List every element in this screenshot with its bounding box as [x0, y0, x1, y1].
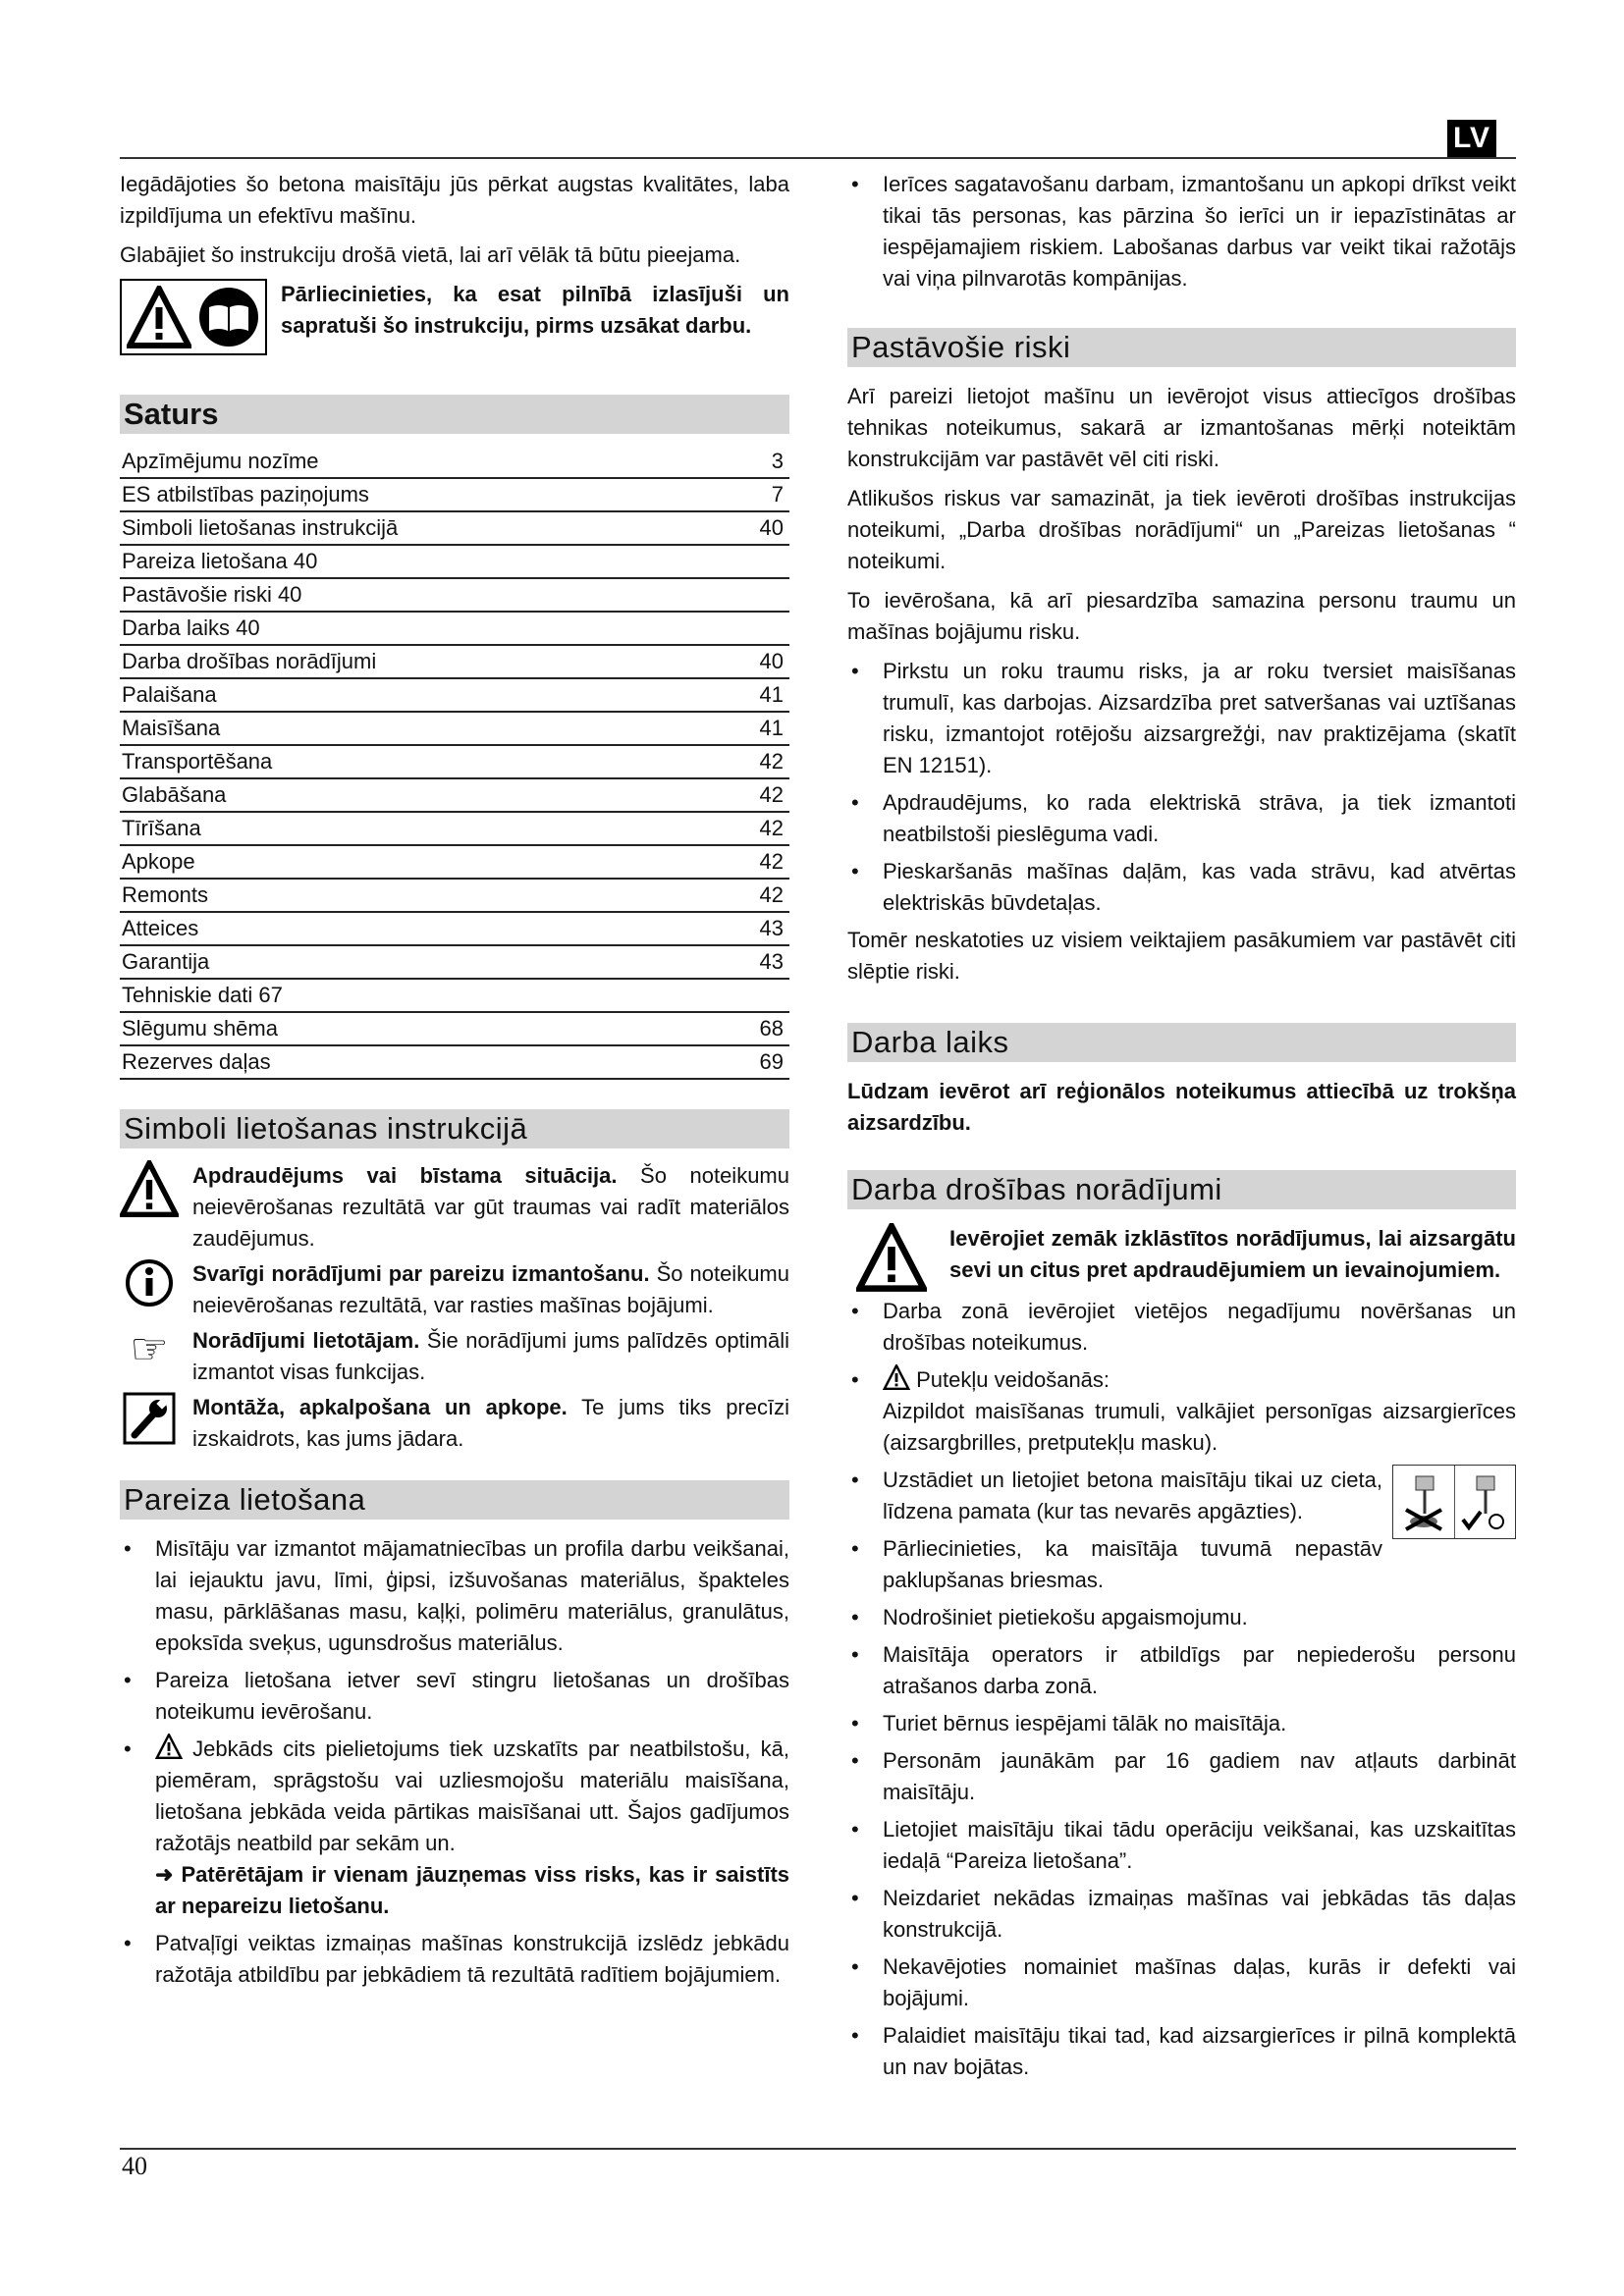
wrench-icon: [123, 1392, 176, 1445]
list-item: • Personām jaunākām par 16 gadiem nav atļauts darbināt maisītāju.: [847, 1745, 1516, 1808]
symbol-danger-title: Apdraudējums vai bīstama situācija.: [192, 1163, 618, 1188]
toc-page: 69: [723, 1045, 789, 1079]
toc-page: 40: [723, 511, 789, 545]
safety-warning-text: Ievērojiet zemāk izklāstītos norādījumus, lai aizsargātu sevi un citus pret apdraudējumiem un ievainojumiem.: [949, 1226, 1516, 1282]
risk-statement: Patērētājam ir vienam jāuzņemas viss risks, kas ir saistīts ar nepareizu lietošanu.: [155, 1862, 790, 1918]
toc-label: Tīrīšana: [120, 812, 723, 845]
dust-title: Putekļu veidošanās:: [916, 1367, 1110, 1392]
symbol-user-title: Norādījumi lietotājam.: [192, 1328, 420, 1353]
toc-row: [120, 1045, 789, 1079]
toc-row: [120, 446, 789, 478]
symbol-maint-title: Montāža, apkalpošana un apkope.: [192, 1395, 568, 1419]
list-item: • Palaidiet maisītāju tikai tad, kad aizsargierīces ir pilnā komplektā un nav bojātas.: [847, 2020, 1516, 2083]
toc-label: Palaišana: [120, 678, 723, 712]
left-column: [120, 169, 789, 1997]
arrow-icon: ➜: [155, 1862, 182, 1887]
toc-page: 40: [723, 645, 789, 678]
toc-page: 3: [723, 446, 789, 478]
toc-row: [120, 612, 789, 645]
safety-heading: Darba drošības norādījumi: [847, 1170, 1516, 1209]
residual-paragraph-3: To ievērošana, kā arī piesardzība samazina personu traumu un mašīnas bojājumu risku.: [847, 588, 1516, 644]
safety-list: [847, 1296, 1516, 2083]
list-item: • Maisītāja operators ir atbildīgs par nepiederošu personu atrašanos darba zonā.: [847, 1639, 1516, 1702]
footer-rule: [120, 2148, 1516, 2150]
warning-read-manual-icons: [120, 279, 267, 355]
toc-row: [120, 1012, 789, 1045]
toc-label: Glabāšana: [120, 778, 723, 812]
toc-label: Simboli lietošanas instrukcijā: [120, 511, 723, 545]
toc-label: Transportēšana: [120, 745, 723, 778]
list-item: [847, 1364, 1516, 1459]
read-manual-icon: [197, 286, 260, 348]
symbol-info-text: Šo noteikumu neievērošanas rezultātā, var rasties mašīnas bojājumi.: [192, 1261, 789, 1317]
intro-paragraph-2: Glabājiet šo instrukciju drošā vietā, lai arī vēlāk tā būtu pieejama.: [120, 242, 741, 267]
warning-triangle-icon: [883, 1364, 910, 1390]
list-item: • Pieskaršanās mašīnas daļām, kas vada strāvu, kad atvērtas elektriskās būvdetaļas.: [847, 856, 1516, 919]
work-time-text: Lūdzam ievērot arī reģionālos noteikumus attiecībā uz trokšņa aizsardzību.: [847, 1079, 1516, 1135]
safety-warning: [847, 1223, 1516, 1292]
toc-label: Tehniskie dati 67: [120, 979, 723, 1012]
list-item: • Apdraudējums, ko rada elektriskā strāva, ja tiek izmantoti neatbilstoši pieslēguma vadi.: [847, 787, 1516, 850]
toc-label: Pareiza lietošana 40: [120, 545, 723, 578]
list-item: • Nodrošiniet pietiekošu apgaismojumu.: [847, 1602, 1516, 1633]
toc-row: [120, 845, 789, 879]
header-rule: [120, 157, 1516, 159]
warning-triangle-icon: [127, 286, 191, 348]
toc-row: [120, 879, 789, 912]
right-column: [847, 169, 1516, 2089]
toc-label: Darba drošības norādījumi: [120, 645, 723, 678]
intro-paragraph-1: Iegādājoties šo betona maisītāju jūs pērkat augstas kvalitātes, laba izpildījuma un efektīvu mašīnu.: [120, 172, 789, 228]
toc-page: 43: [723, 912, 789, 945]
symbol-info-title: Svarīgi norādījumi par pareizu izmantošanu.: [192, 1261, 650, 1286]
list-item: • Misītāju var izmantot mājamatniecības un profila darbu veikšanai, lai iejauktu javu, līmi, ģipsi, izšuvošanas materiālus, špakteles masu, pārklāšanas masu, kaļķi, polimēru materiālus, granulātus, epoksīda sveķus, ugunsdrošus materiālus.: [120, 1533, 789, 1659]
read-manual-warning: [120, 279, 789, 355]
mixer-placement-illustration: [1392, 1465, 1516, 1539]
toc-row: [120, 511, 789, 545]
warning-triangle-icon: [120, 1160, 179, 1217]
list-item: • Neizdariet nekādas izmaiņas mašīnas vai jebkādas tās daļas konstrukcijā.: [847, 1883, 1516, 1946]
toc-page: 42: [723, 778, 789, 812]
symbol-maintenance: [120, 1392, 789, 1455]
toc-label: Remonts: [120, 879, 723, 912]
toc-row: [120, 812, 789, 845]
preparation-list: [847, 169, 1516, 294]
symbol-info: [120, 1258, 789, 1321]
toc-row: [120, 712, 789, 745]
work-time-heading: Darba laiks: [847, 1023, 1516, 1062]
mixer-stable-icon: [1455, 1466, 1516, 1538]
page-number: 40: [122, 2152, 147, 2180]
toc-row: [120, 545, 789, 578]
toc-row: [120, 478, 789, 511]
residual-risks-list: [847, 656, 1516, 919]
list-item: • Ierīces sagatavošanu darbam, izmantošanu un apkopi drīkst veikt tikai tās personas, kas pārzina šo ierīci un ir iepazīstinātas ar iespējamajiem riskiem. Labošanas darbus var veikt tikai ražotājs vai viņa pilnvarotās kompānijas.: [847, 169, 1516, 294]
toc-page: 41: [723, 712, 789, 745]
toc-label: Slēgumu shēma: [120, 1012, 723, 1045]
list-item: • Nekavējoties nomainiet mašīnas daļas, kurās ir defekti vai bojājumi.: [847, 1951, 1516, 2014]
toc-label: Rezerves daļas: [120, 1045, 723, 1079]
read-manual-text: Pārliecinieties, ka esat pilnībā izlasījuši un sapratuši šo instrukciju, pirms uzsākat darbu.: [281, 282, 789, 338]
toc-page: 68: [723, 1012, 789, 1045]
mixer-tipping-icon: [1393, 1466, 1455, 1538]
toc-page: [723, 545, 789, 578]
toc-page: 7: [723, 478, 789, 511]
toc-row: [120, 979, 789, 1012]
toc-row: [120, 678, 789, 712]
toc-label: Apkope: [120, 845, 723, 879]
language-badge: LV: [1447, 120, 1496, 157]
toc-page: [723, 612, 789, 645]
symbol-maint-text: Te jums tiks precīzi izskaidrots, kas jums jādara.: [192, 1395, 789, 1451]
toc-row: [120, 745, 789, 778]
toc-page: 42: [723, 812, 789, 845]
symbol-user-note: [120, 1325, 789, 1388]
toc-label: Darba laiks 40: [120, 612, 723, 645]
symbol-user-text: Šie norādījumi jums palīdzēs optimāli izmantot visas funkcijas.: [192, 1328, 789, 1384]
toc-label: Atteices: [120, 912, 723, 945]
correct-use-heading: Pareiza lietošana: [120, 1480, 789, 1520]
symbol-danger: [120, 1160, 789, 1255]
toc-label: Apzīmējumu nozīme: [120, 446, 723, 478]
toc-label: Pastāvošie riski 40: [120, 578, 723, 612]
pointing-hand-icon: ☞: [130, 1325, 169, 1373]
toc-page: [723, 979, 789, 1012]
info-icon: [125, 1258, 174, 1308]
toc-row: [120, 945, 789, 979]
warning-triangle-icon: [155, 1734, 183, 1759]
toc-row: [120, 912, 789, 945]
symbols-heading: Simboli lietošanas instrukcijā: [120, 1109, 789, 1148]
list-item: • Pārliecinieties, ka maisītāja tuvumā nepastāv paklupšanas briesmas.: [847, 1533, 1516, 1596]
toc-page: 43: [723, 945, 789, 979]
toc-heading: Saturs: [120, 395, 789, 434]
toc-label: Garantija: [120, 945, 723, 979]
list-item: • Pareiza lietošana ietver sevī stingru lietošanas un drošības noteikumu ievērošanu.: [120, 1665, 789, 1728]
mixer-placement-text: Uzstādiet un lietojiet betona maisītāju tikai uz cieta, līdzena pamata (kur tas nevarēs apgāzties).: [883, 1468, 1382, 1523]
toc-page: 41: [723, 678, 789, 712]
residual-paragraph-4: Tomēr neskatoties uz visiem veiktajiem pasākumiem var pastāvēt citi slēptie riski.: [847, 928, 1516, 984]
list-item: [120, 1734, 789, 1922]
toc-row: [120, 645, 789, 678]
toc-label: ES atbilstības paziņojums: [120, 478, 723, 511]
toc-label: Maisīšana: [120, 712, 723, 745]
toc-page: [723, 578, 789, 612]
toc-page: 42: [723, 845, 789, 879]
list-item: • Patvaļīgi veiktas izmaiņas mašīnas konstrukcijā izslēdz jebkādu ražotāja atbildību par jebkādiem tā rezultātā radītiem bojājumiem.: [120, 1928, 789, 1991]
list-item: • Pirkstu un roku traumu risks, ja ar roku tversiet maisīšanas trumulī, kas darbojas. Aizsardzība pret satveršanas vai uztīšanas risku, izmantojot rotējošu aizsargrežģi, nav praktizējama (skatīt EN 12151).: [847, 656, 1516, 781]
list-item: • Lietojiet maisītāju tikai tādu operāciju veikšanai, kas uzskaitītas iedaļā “Pareiza lietošana”.: [847, 1814, 1516, 1877]
toc-row: [120, 578, 789, 612]
correct-use-list: [120, 1533, 789, 1991]
table-of-contents: [120, 446, 789, 1080]
symbol-danger-text: Šo noteikumu neievērošanas rezultātā var gūt traumas vai radīt materiālos zaudējumus.: [192, 1163, 789, 1251]
residual-paragraph-2: Atlikušos riskus var samazināt, ja tiek ievēroti drošības instrukcijas noteikumi, „Darba drošības norādījumi“ un „Pareizas lietošanas “ noteikumi.: [847, 486, 1516, 573]
toc-page: 42: [723, 879, 789, 912]
misuse-text: Jebkāds cits pielietojums tiek uzskatīts par neatbilstošu, kā, piemēram, sprāgstošu vai uzliesmojošu materiālu maisīšana, lietošana jebkāda veida pārtikas maisīšanai utt. Šajos gadījumos ražotājs neatbild par sekām un.: [155, 1736, 789, 1855]
residual-paragraph-1: Arī pareizi lietojot mašīnu un ievērojot visus attiecīgos drošības tehnikas noteikumus, sakarā ar izmantošanas mērķi noteiktām konstrukcijām var pastāvēt vēl citi riski.: [847, 384, 1516, 471]
toc-page: 42: [723, 745, 789, 778]
warning-triangle-icon: [856, 1223, 927, 1292]
list-item: • Darba zonā ievērojiet vietējos negadījumu novēršanas un drošības noteikumus.: [847, 1296, 1516, 1359]
dust-text: Aizpildot maisīšanas trumuli, valkājiet personīgas aizsargierīces (aizsargbrilles, pretputekļu masku).: [883, 1399, 1516, 1455]
residual-risks-heading: Pastāvošie riski: [847, 328, 1516, 367]
toc-row: [120, 778, 789, 812]
list-item: • Turiet bērnus iespējami tālāk no maisītāja.: [847, 1708, 1516, 1739]
list-item: [847, 1465, 1516, 1527]
